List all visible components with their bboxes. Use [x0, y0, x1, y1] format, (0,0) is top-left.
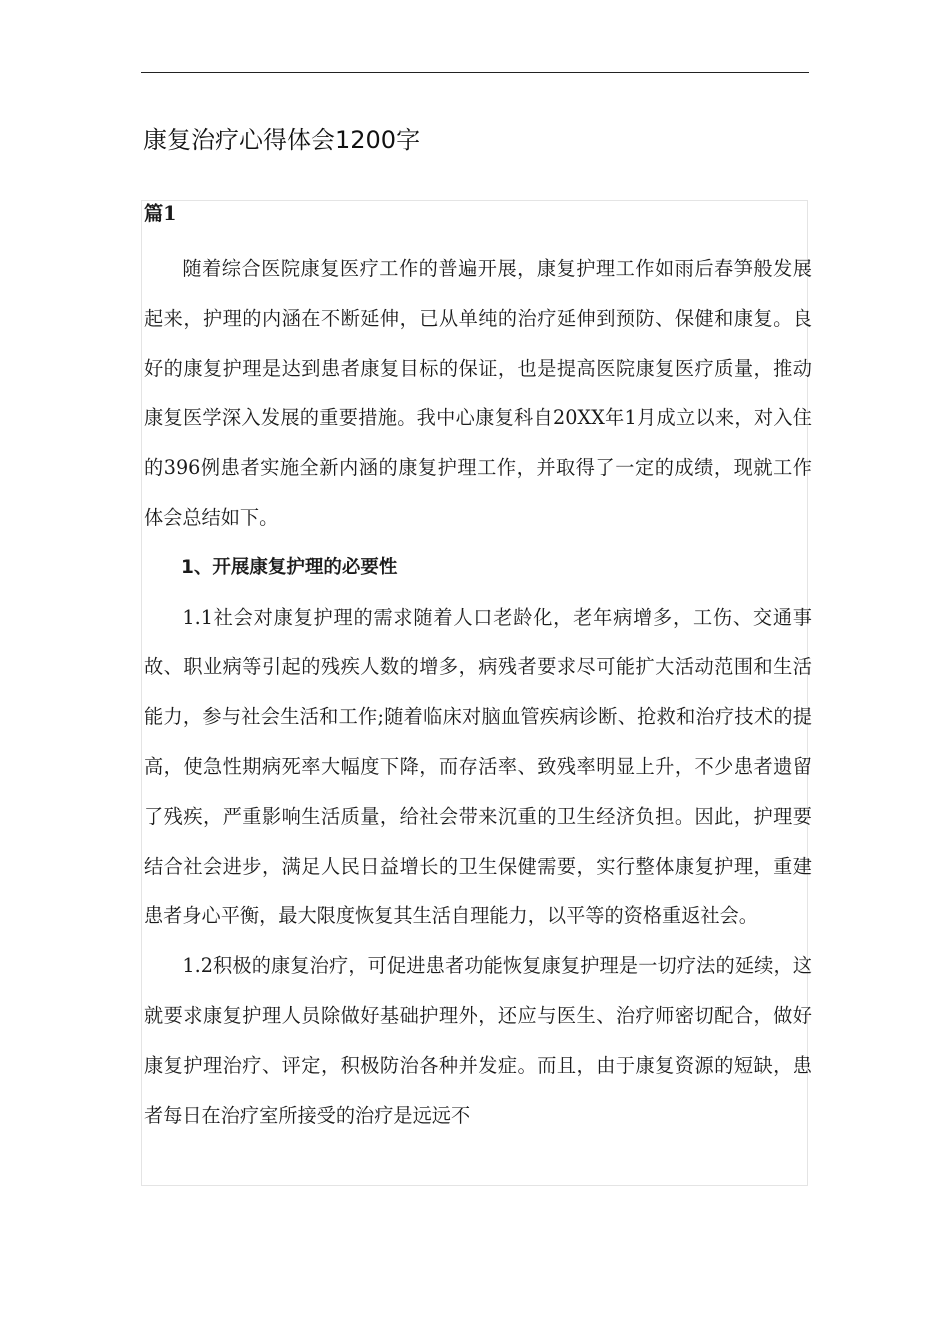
heading-necessity: 1、开展康复护理的必要性: [181, 556, 398, 578]
document-title: 康复治疗心得体会1200字: [143, 126, 421, 154]
header-rule: [141, 72, 809, 73]
document-body: [144, 198, 812, 1140]
paragraph-intro: 随着综合医院康复医疗工作的普遍开展，康复护理工作如雨后春笋般发展起来，护理的内涵在不断延伸，已从单纯的治疗延伸到预防、保健和康复。良好的康复护理是达到患者康复目标的保证，也是提高医院康复医疗质量，推动康复医学深入发展的重要措施。我中心康复科自20XX年1月成立以来，对入住的396例患者实施全新内涵的康复护理工作，并取得了一定的成绩，现就工作体会总结如下。: [144, 257, 812, 529]
paragraph-1-2: 1.2积极的康复治疗，可促进患者功能恢复康复护理是一切疗法的延续，这就要求康复护理人员除做好基础护理外，还应与医生、治疗师密切配合，做好康复护理治疗、评定，积极防治各种并发症。而且，由于康复资源的短缺，患者每日在治疗室所接受的治疗是远远不: [144, 954, 812, 1127]
paragraph-1-1: 1.1社会对康复护理的需求随着人口老龄化，老年病增多，工伤、交通事故、职业病等引起的残疾人数的增多，病残者要求尽可能扩大活动范围和生活能力，参与社会生活和工作;随着临床对脑血管疾病诊断、抢救和治疗技术的提高，使急性期病死率大幅度下降，而存活率、致残率明显上升，不少患者遗留了残疾，严重影响生活质量，给社会带来沉重的卫生经济负担。因此，护理要结合社会进步，满足人民日益增长的卫生保健需要，实行整体康复护理，重建患者身心平衡，最大限度恢复其生活自理能力，以平等的资格重返社会。: [144, 605, 812, 928]
section-label: 篇1: [144, 202, 177, 225]
